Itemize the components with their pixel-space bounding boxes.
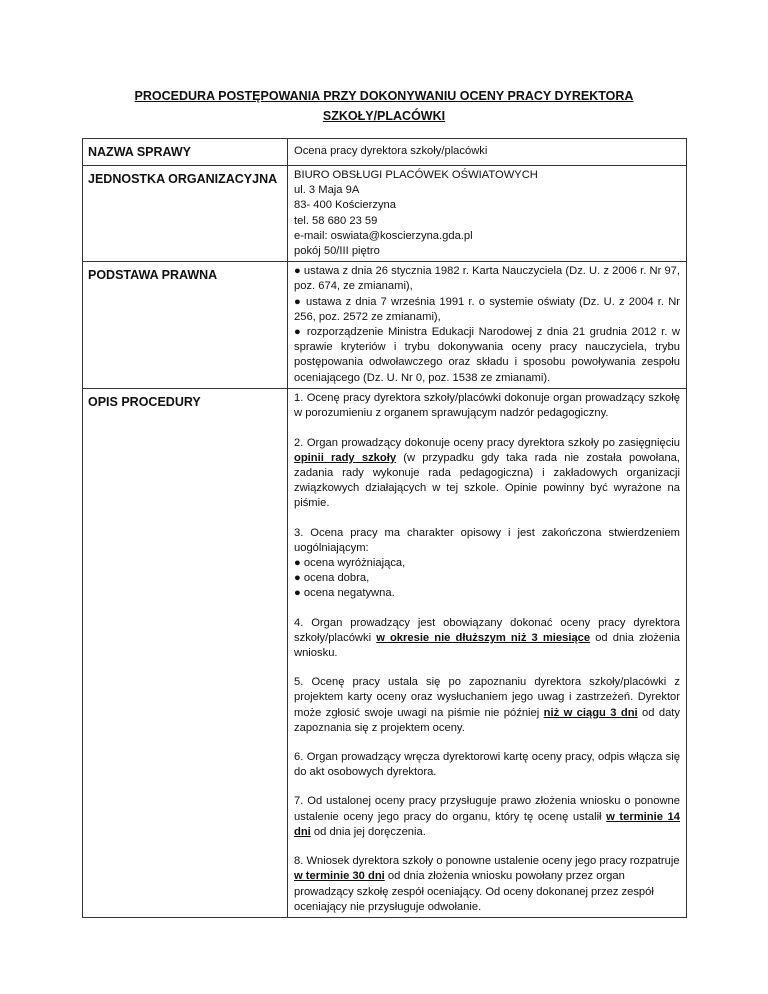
- office-email: e-mail: oswiata@koscierzyna.gda.pl: [294, 229, 473, 242]
- title-line-2: SZKOŁY/PLACÓWKI: [322, 109, 446, 123]
- row-nazwa-sprawy: [83, 139, 687, 166]
- legal-basis-item: ● ustawa z dnia 7 września 1991 r. o systemie oświaty (Dz. U. z 2004 r. Nr 256, poz. 2572 ze zmianami),: [294, 295, 680, 323]
- office-name: BIURO OBSŁUGI PLACÓWEK OŚWIATOWYCH: [294, 169, 538, 181]
- procedure-step-6: 6. Organ prowadzący wręcza dyrektorowi kartę oceny pracy, odpis włącza się do akt osobowych dyrektora.: [294, 751, 680, 779]
- procedure-table: [82, 138, 687, 918]
- office-street: ul. 3 Maja 9A: [294, 184, 360, 197]
- label-nazwa-sprawy: NAZWA SPRAWY: [88, 145, 192, 159]
- legal-basis-item: ● rozporządzenie Ministra Edukacji Narodowej z dnia 21 grudnia 2012 r. w sprawie kryteriów i trybu dokonywania oceny pracy nauczyciela, trybu postępowania odwoławczego oraz składu i sposobu powoływania zespołu oceniającego (Dz. U. Nr 0, poz. 1538 ze zmianami).: [294, 326, 680, 384]
- office-room: pokój 50/III piętro: [294, 245, 380, 258]
- value-jednostka: [288, 166, 686, 261]
- office-city: 83- 400 Kościerzyna: [294, 199, 396, 212]
- office-phone: tel. 58 680 23 59: [294, 214, 378, 227]
- procedure-step-2: 2. Organ prowadzący dokonuje oceny pracy dyrektora szkoły po zasięgnięciu opinii rady szkoły (w przypadku gdy taka rada nie została powołana, zadania rady wykonuje rada pedagogiczna) i zakładowych organizacji związkowych działających w tej szkole. Opinie powinny być wyrażone na piśmie.: [294, 436, 680, 510]
- value-nazwa-sprawy: Ocena pracy dyrektora szkoły/placówki: [294, 145, 488, 157]
- rating-item: ● ocena dobra,: [294, 572, 370, 585]
- row-jednostka: [83, 166, 687, 262]
- procedure-step-3: 3. Ocena pracy ma charakter opisowy i jest zakończona stwierdzeniem uogólniającym:: [294, 526, 680, 554]
- label-opis: OPIS PROCEDURY: [88, 395, 201, 410]
- rating-list: [294, 556, 680, 602]
- row-opis: [83, 389, 687, 918]
- legal-basis-item: ● ustawa z dnia 26 stycznia 1982 r. Karta Nauczyciela (Dz. U. z 2006 r. Nr 97, poz. 674, ze zmianami),: [294, 265, 680, 293]
- value-podstawa: [288, 262, 686, 388]
- label-podstawa: PODSTAWA PRAWNA: [88, 268, 218, 283]
- procedure-step-5: 5. Ocenę pracy ustala się po zapoznaniu dyrektora szkoły/placówki z projektem karty oceny oraz wysłuchaniem jego uwag i zastrzeżeń. Dyrektor może zgłosić swoje uwagi na piśmie nie później niż w ciągu 3 dni od daty zapoznania się z projektem oceny.: [294, 676, 681, 734]
- value-opis: [288, 389, 686, 917]
- rating-item: ● ocena negatywna.: [294, 587, 395, 600]
- rating-item: ● ocena wyróżniająca,: [294, 557, 406, 570]
- procedure-step-1: 1. Ocenę pracy dyrektora szkoły/placówki dokonuje organ prowadzący szkołę w porozumieniu z organem sprawującym nadzór pedagogiczny.: [294, 392, 680, 420]
- document-title: [90, 86, 678, 126]
- procedure-step-4: 4. Organ prowadzący jest obowiązany dokonać oceny pracy dyrektora szkoły/placówki w okresie nie dłuższym niż 3 miesiące od dnia złożenia wniosku.: [294, 616, 681, 660]
- row-podstawa: [83, 262, 687, 389]
- title-line-1: PROCEDURA POSTĘPOWANIA PRZY DOKONYWANIU OCENY PRACY DYREKTORA: [134, 89, 634, 103]
- procedure-step-8: 8. Wniosek dyrektora szkoły o ponowne ustalenie oceny jego pracy rozpatruje w terminie 30 dni od dnia złożenia wniosku powołany przez organ prowadzący szkołę zespół oceniający. Od oceny dokonanej przez zespół oceniający nie przysługuje odwołanie.: [294, 855, 680, 913]
- label-jednostka: JEDNOSTKA ORGANIZACYJNA: [88, 172, 278, 186]
- procedure-step-7: 7. Od ustalonej oceny pracy przysługuje prawo złożenia wniosku o ponowne ustalenie oceny jego pracy do organu, który tę ocenę ustalił w terminie 14 dni od dnia jej doręczenia.: [294, 795, 680, 838]
